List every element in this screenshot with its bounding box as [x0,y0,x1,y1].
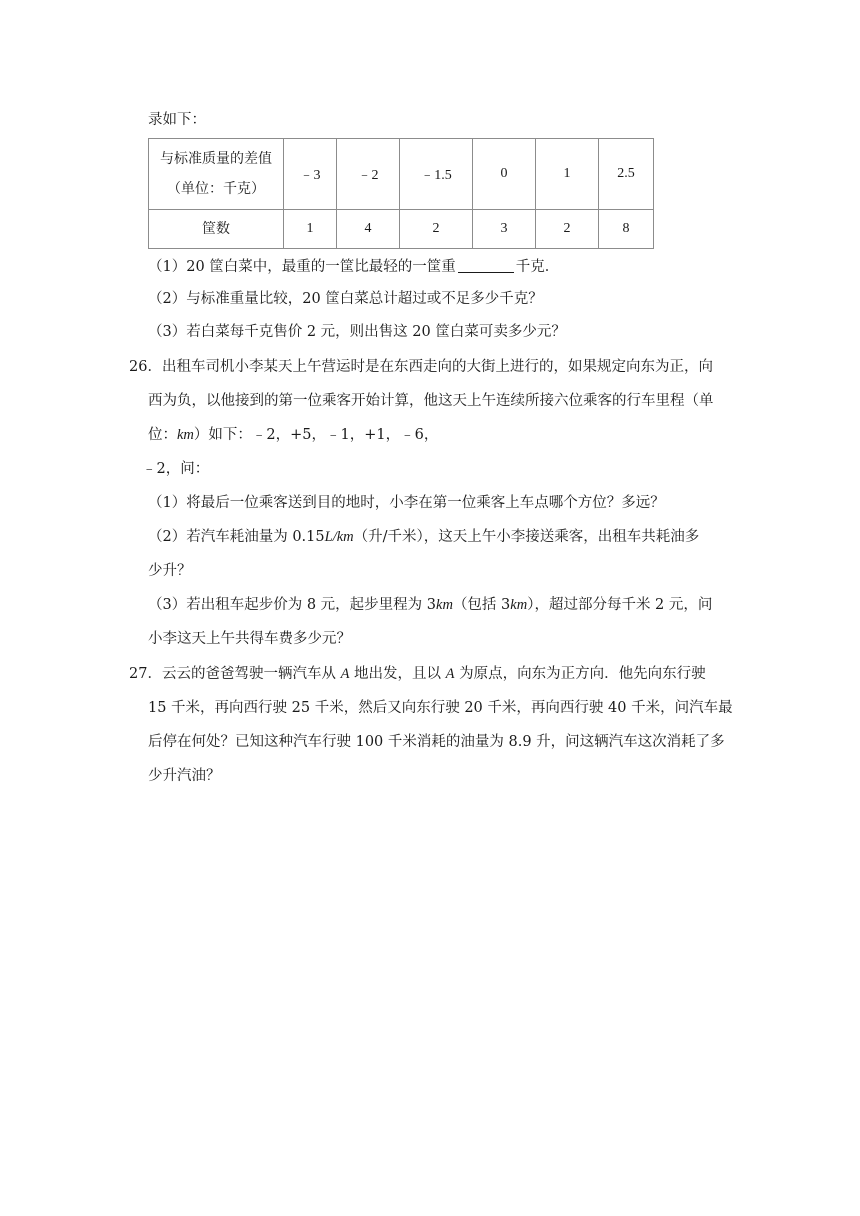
q27-line-1-c: 为原点，向东为正方向．他先向东行驶 [454,666,706,682]
table-cell: 4 [337,210,400,249]
q26-part-3 [148,595,712,615]
q26-part-3-b: （包括 3 [452,597,511,613]
q26-line-2: 西为负，以他接到的第一位乘客开始计算，他这天上午连续所接六位乘客的行车里程（单 [148,393,714,409]
q26-part-2-b: （升/千米），这天上午小李接送乘客，出租车共耗油多 [353,529,700,545]
table-cell: 3 [473,210,536,249]
table-cell: 0 [473,139,536,210]
q26-part-3-c: ），超过部分每千米 2 元，问 [527,597,713,613]
weight-difference-table [148,138,654,249]
q26-part-2 [148,527,699,547]
table-row-differences [149,139,654,210]
header-line-2: （单位：千克） [167,181,265,197]
q26-line-1: 26．出租车司机小李某天上午营运时是在东西走向的大街上进行的，如果规定向东为正，向 [129,359,713,375]
table-cell: ﹣2 [337,139,400,210]
table-cell: ﹣3 [284,139,337,210]
table-cell: 1 [284,210,337,249]
q25-part-1-unit: 千克． [515,259,560,275]
q27-line-3: 后停在何处？已知这种汽车行驶 100 千米消耗的油量为 8.9 升，问这辆汽车这次消耗了多 [148,734,725,750]
q26-line-4: ﹣2，问： [142,461,210,477]
table-cell: 1 [536,139,599,210]
unit-km: km [510,597,528,613]
q26-line-3 [148,425,438,445]
unit-km: km [436,597,453,613]
q27-line-4: 少升汽油？ [148,768,221,784]
table-cell: 2.5 [599,139,654,210]
q25-part-1-text: （1）20 筐白菜中，最重的一筐比最轻的一筐重 [148,259,456,275]
table-header-difference [149,139,284,210]
q26-line-3-b: ）如下：﹣2，+5，﹣1，+1，﹣6， [193,427,439,443]
point-a: A [340,666,350,682]
q26-part-3-a: （3）若出租车起步价为 8 元，起步里程为 3 [148,597,437,613]
q26-part-2-a: （2）若汽车耗油量为 0.15 [148,529,325,545]
table-cell: 2 [536,210,599,249]
unit-l-per-km: L/km [324,529,354,545]
q26-part-1: （1）将最后一位乘客送到目的地时，小李在第一位乘客上车点哪个方位？多远？ [148,495,665,511]
point-a: A [445,666,455,682]
q25-part-1 [148,256,559,277]
q26-part-2-cont: 少升？ [148,563,192,579]
q27-line-1-a: 27．云云的爸爸驾驶一辆汽车从 [129,666,341,682]
unit-km: km [177,427,194,443]
table-cell: 8 [599,210,654,249]
q26-part-3-cont: 小李这天上午共得车费多少元？ [148,631,351,647]
q27-line-1 [129,664,706,684]
q26-line-3-a: 位： [148,427,177,443]
q27-line-1-b: 地出发，且以 [349,666,446,682]
header-line-1: 与标准质量的差值 [160,151,272,167]
answer-blank [458,256,514,273]
table-cell: 2 [400,210,473,249]
table-header-count: 筐数 [149,210,284,249]
intro-text: 录如下： [148,112,206,128]
table-row-counts [149,210,654,249]
q25-part-2: （2）与标准重量比较，20 筐白菜总计超过或不足多少千克？ [148,291,543,307]
q27-line-2: 15 千米，再向西行驶 25 千米，然后又向东行驶 20 千米，再向西行驶 40 千米，问汽车最 [148,700,733,716]
q25-part-3: （3）若白菜每千克售价 2 元，则出售这 20 筐白菜可卖多少元？ [148,324,566,340]
table-cell: ﹣1.5 [400,139,473,210]
